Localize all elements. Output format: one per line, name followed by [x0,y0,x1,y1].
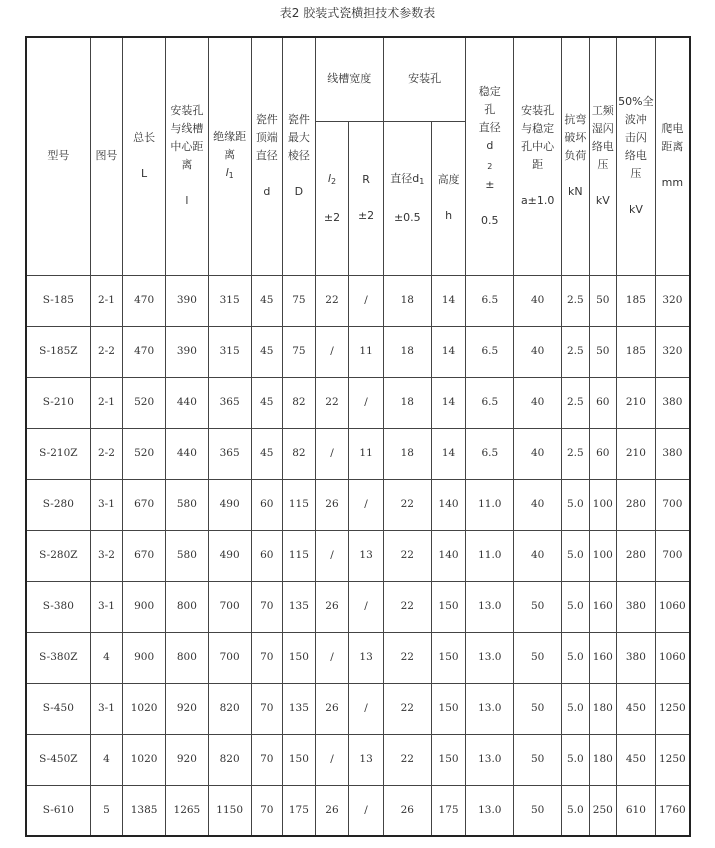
table-cell: 18 [383,326,431,377]
table-cell: 315 [208,275,251,326]
table-cell: / [315,428,349,479]
table-cell: 320 [655,326,690,377]
table-row [26,479,690,530]
header-hole-center: 安装孔 与线槽 中心距 离 l [166,37,209,275]
table-cell: 22 [383,479,431,530]
table-cell: 70 [251,632,283,683]
table-cell: 280 [617,479,656,530]
table-row [26,581,690,632]
table-cell: 1020 [123,683,166,734]
header-top-diameter: 瓷件 顶端 直径 d [251,37,283,275]
header-impulse: 50%全 波冲 击闪 络电 压 kV [617,37,656,275]
table-cell: 380 [655,428,690,479]
table-cell: 820 [208,734,251,785]
table-cell: 2.5 [562,275,589,326]
model-cell: S-210 [26,377,90,428]
model-cell: S-280 [26,479,90,530]
table-cell: 210 [617,377,656,428]
table-cell: 26 [315,581,349,632]
table-cell: 60 [589,428,616,479]
table-cell: 610 [617,785,656,836]
table-cell: / [349,785,384,836]
table-cell: 1265 [166,785,209,836]
table-cell: 380 [617,581,656,632]
table-body [26,275,690,836]
table-row [26,632,690,683]
table-cell: 900 [123,581,166,632]
header-max-rib-diameter: 瓷件 最大 棱径 D [283,37,316,275]
header-bending-load: 抗弯 破坏 负荷 kN [562,37,589,275]
table-cell: 14 [431,377,466,428]
table-cell: 40 [514,275,562,326]
table-cell: 700 [655,530,690,581]
table-cell: 100 [589,479,616,530]
table-cell: 2-2 [90,428,123,479]
table-cell: 380 [617,632,656,683]
table-cell: 670 [123,530,166,581]
table-cell: 3-1 [90,479,123,530]
table-cell: 150 [431,734,466,785]
table-cell: 60 [589,377,616,428]
model-cell: S-380 [26,581,90,632]
table-cell: 185 [617,326,656,377]
table-cell: 450 [617,734,656,785]
table-cell: 6.5 [466,326,514,377]
table-cell: 18 [383,377,431,428]
table-cell: 60 [251,479,283,530]
table-cell: / [349,479,384,530]
table-cell: 900 [123,632,166,683]
table-cell: 1150 [208,785,251,836]
table-cell: 40 [514,428,562,479]
table-cell: 160 [589,581,616,632]
header-row-top [26,37,690,121]
table-cell: 1060 [655,632,690,683]
table-cell: / [315,530,349,581]
table-cell: 450 [617,683,656,734]
header-hole-d1: 直径$d_1$ ±0.5 [383,121,431,275]
table-cell: 2-1 [90,275,123,326]
table-cell: 22 [383,581,431,632]
table-cell: 75 [283,275,316,326]
header-mount-hole: 安装孔 [383,37,465,121]
header-groove-r: R ±2 [349,121,384,275]
table-cell: 1385 [123,785,166,836]
table-cell: 150 [431,632,466,683]
header-total-length: 总长 L [123,37,166,275]
spec-table [25,36,691,837]
table-cell: 50 [589,275,616,326]
table-cell: 150 [431,683,466,734]
table-cell: 50 [514,734,562,785]
table-cell: 6.5 [466,428,514,479]
table-cell: 150 [283,632,316,683]
header-model: 型号 [26,37,90,275]
table-cell: 22 [383,632,431,683]
table-cell: 920 [166,734,209,785]
table-cell: 11 [349,428,384,479]
table-cell: 3-1 [90,581,123,632]
table-cell: 490 [208,479,251,530]
table-cell: 2.5 [562,326,589,377]
table-cell: 2.5 [562,377,589,428]
model-cell: S-280Z [26,530,90,581]
table-cell: / [315,632,349,683]
table-row [26,275,690,326]
table-cell: 22 [315,377,349,428]
header-stable-center: 安装孔 与稳定 孔中心 距 a±1.0 [514,37,562,275]
table-cell: 3-1 [90,683,123,734]
table-cell: 250 [589,785,616,836]
header-groove-width: 线槽宽度 [315,37,383,121]
table-cell: 50 [589,326,616,377]
table-cell: 365 [208,377,251,428]
table-cell: 5.0 [562,632,589,683]
table-cell: 1250 [655,683,690,734]
table-cell: 70 [251,734,283,785]
table-cell: 40 [514,377,562,428]
table-cell: 1020 [123,734,166,785]
table-cell: 390 [166,326,209,377]
table-cell: 520 [123,428,166,479]
table-cell: 365 [208,428,251,479]
table-cell: 70 [251,785,283,836]
table-cell: 45 [251,275,283,326]
table-row [26,683,690,734]
table-row [26,785,690,836]
table-cell: 75 [283,326,316,377]
table-cell: 13 [349,632,384,683]
table-cell: 135 [283,581,316,632]
table-cell: 160 [589,632,616,683]
table-cell: 13 [349,734,384,785]
table-cell: 26 [383,785,431,836]
table-cell: 11 [349,326,384,377]
table-cell: 11.0 [466,479,514,530]
table-cell: / [315,734,349,785]
table-cell: 5.0 [562,530,589,581]
header-insulation: 绝缘距 离 $l_1$ [208,37,251,275]
table-cell: 490 [208,530,251,581]
table-cell: / [349,581,384,632]
model-cell: S-610 [26,785,90,836]
table-cell: 150 [283,734,316,785]
table-cell: 13.0 [466,785,514,836]
table-cell: 82 [283,428,316,479]
table-cell: / [349,683,384,734]
table-cell: 26 [315,785,349,836]
table-cell: 4 [90,632,123,683]
table-cell: 5.0 [562,785,589,836]
table-cell: 5 [90,785,123,836]
table-cell: 13.0 [466,734,514,785]
table-row [26,734,690,785]
table-cell: 22 [383,683,431,734]
table-cell: 50 [514,683,562,734]
table-cell: 140 [431,530,466,581]
table-row [26,326,690,377]
table-cell: 6.5 [466,275,514,326]
table-cell: 820 [208,683,251,734]
table-cell: 5.0 [562,734,589,785]
table-row [26,377,690,428]
table-cell: 45 [251,428,283,479]
table-cell: 440 [166,377,209,428]
table-cell: 440 [166,428,209,479]
table-cell: 18 [383,428,431,479]
table-cell: 6.5 [466,377,514,428]
table-cell: 380 [655,377,690,428]
table-cell: 920 [166,683,209,734]
model-cell: S-450 [26,683,90,734]
table-cell: 470 [123,326,166,377]
model-cell: S-380Z [26,632,90,683]
table-cell: 14 [431,428,466,479]
table-cell: 320 [655,275,690,326]
table-caption: 表2 胶装式瓷横担技术参数表 [279,6,436,20]
header-figure: 图号 [90,37,123,275]
table-cell: 1250 [655,734,690,785]
table-cell: 580 [166,530,209,581]
table-cell: 670 [123,479,166,530]
table-cell: 45 [251,326,283,377]
table-cell: 45 [251,377,283,428]
header-stable-hole: 稳定 孔 直径 d $_2$ ± 0.5 [466,37,514,275]
table-cell: 13 [349,530,384,581]
table-cell: 50 [514,581,562,632]
table-cell: 14 [431,326,466,377]
table-cell: 800 [166,632,209,683]
table-cell: 580 [166,479,209,530]
table-cell: 26 [315,479,349,530]
table-cell: 700 [208,581,251,632]
table-cell: 18 [383,275,431,326]
table-cell: 50 [514,632,562,683]
table-cell: 70 [251,581,283,632]
table-cell: 520 [123,377,166,428]
table-cell: 185 [617,275,656,326]
table-cell: 150 [431,581,466,632]
table-cell: 40 [514,530,562,581]
table-cell: 3-2 [90,530,123,581]
table-cell: 1760 [655,785,690,836]
table-cell: 1060 [655,581,690,632]
model-cell: S-185 [26,275,90,326]
table-cell: 5.0 [562,479,589,530]
table-cell: / [349,377,384,428]
table-cell: 4 [90,734,123,785]
table-cell: 180 [589,734,616,785]
table-cell: / [349,275,384,326]
table-cell: 135 [283,683,316,734]
table-cell: 22 [315,275,349,326]
table-cell: 700 [655,479,690,530]
table-cell: 5.0 [562,581,589,632]
table-cell: 50 [514,785,562,836]
table-cell: 11.0 [466,530,514,581]
table-cell: 800 [166,581,209,632]
table-cell: 2-1 [90,377,123,428]
table-row [26,530,690,581]
table-cell: 100 [589,530,616,581]
table-cell: 13.0 [466,581,514,632]
table-cell: 26 [315,683,349,734]
table-cell: 140 [431,479,466,530]
table-cell: / [315,326,349,377]
table-cell: 13.0 [466,632,514,683]
table-cell: 175 [431,785,466,836]
table-cell: 700 [208,632,251,683]
table-cell: 22 [383,734,431,785]
table-cell: 13.0 [466,683,514,734]
table-cell: 470 [123,275,166,326]
table-cell: 40 [514,326,562,377]
model-cell: S-210Z [26,428,90,479]
table-cell: 2.5 [562,428,589,479]
model-cell: S-185Z [26,326,90,377]
table-cell: 60 [251,530,283,581]
table-cell: 40 [514,479,562,530]
header-power-freq: 工频 湿闪 络电 压 kV [589,37,616,275]
table-cell: 82 [283,377,316,428]
table-cell: 280 [617,530,656,581]
table-cell: 210 [617,428,656,479]
table-row [26,428,690,479]
table-cell: 70 [251,683,283,734]
table-cell: 315 [208,326,251,377]
table-cell: 14 [431,275,466,326]
table-cell: 390 [166,275,209,326]
table-cell: 115 [283,479,316,530]
header-hole-height: 高度 h [431,121,466,275]
table-cell: 2-2 [90,326,123,377]
table-cell: 22 [383,530,431,581]
table-cell: 175 [283,785,316,836]
table-cell: 115 [283,530,316,581]
header-creepage: 爬电 距离 mm [655,37,690,275]
model-cell: S-450Z [26,734,90,785]
table-cell: 5.0 [562,683,589,734]
table-cell: 180 [589,683,616,734]
header-groove-l2: $l_2$ ±2 [315,121,349,275]
